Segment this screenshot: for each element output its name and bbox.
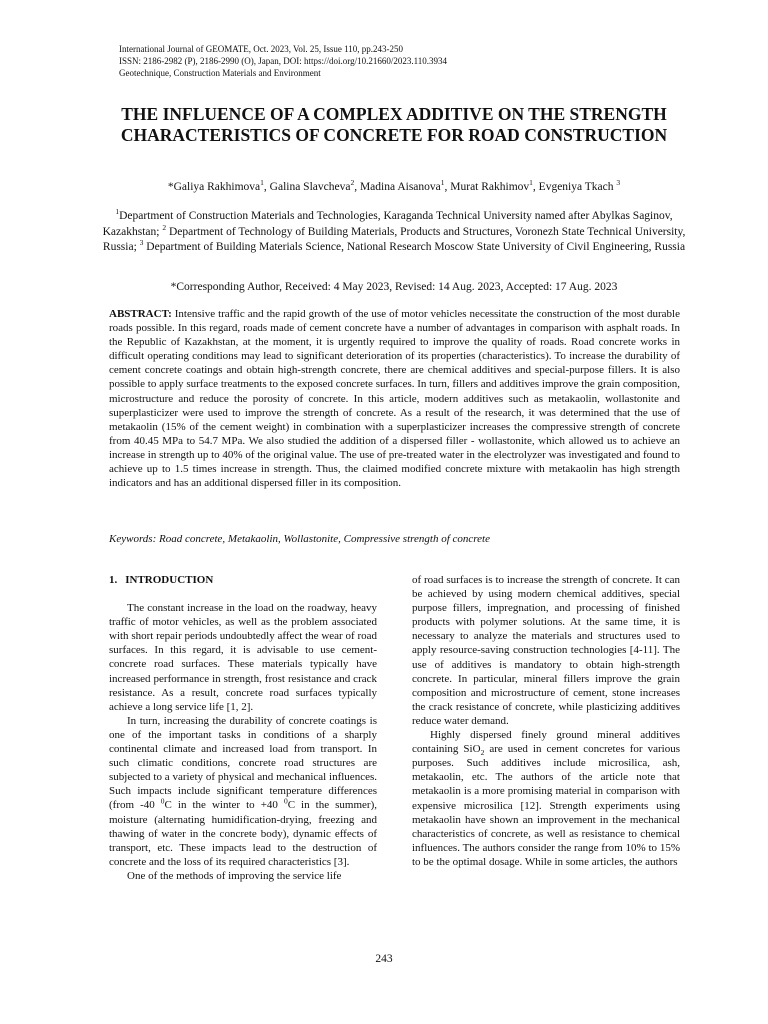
abstract <box>109 307 680 490</box>
affiliation-3: Department of Building Materials Science, National Research Moscow State University of Civil Engineering, Russia <box>143 241 686 254</box>
section-number: 1. <box>109 574 118 586</box>
section-heading <box>109 573 377 587</box>
affiliation-mark: 1 <box>115 207 120 217</box>
affiliation-2: Department of Technology of Building Materials, Products and Structures, Voronezh State Technical University, Russia; <box>102 225 686 254</box>
corresponding-author-dates: *Corresponding Author, Received: 4 May 2023, Revised: 14 Aug. 2023, Accepted: 17 Aug. 2023 <box>170 281 618 293</box>
abstract-label: ABSTRACT: <box>109 308 172 320</box>
author-affiliation-mark: 1 <box>260 178 264 188</box>
author-name: *Galiya Rakhimova <box>167 181 261 193</box>
author-name: Galina Slavcheva <box>269 181 351 193</box>
paragraph: Highly dispersed finely ground mineral additives containing SiO$_2$ are used in cement concretes for various purposes. Such additives include microsilica, ash, metakaolin, etc. The authors of the article note that metakaolin is a more promising material in comparison with expensive microsilica [12]. Strength experiments using metakaolin have shown an improvement in the mechanical characteristics of concrete, as well as resistance to chemical influences. The authors consider the range from 10% to 15% to be the optimal dosage. While in some articles, the authors <box>412 729 680 868</box>
paper-title: THE INFLUENCE OF A COMPLEX ADDITIVE ON THE STRENGTH CHARACTERISTICS OF CONCRETE FOR ROAD CONSTRUCTION <box>120 104 668 145</box>
section-title: INTRODUCTION <box>125 574 214 586</box>
paragraph: In turn, increasing the durability of concrete coatings is one of the important tasks in conditions of a sharply continental climate and increased load from transport. In such climatic conditions, concrete road structures are subjected to a variety of physical and mechanical influences. Such impacts include significant temperature differences (from -40 $^0$C in the winter to +40 $^0$C in the summer), moisture (alternating humidification-drying, freezing and thawing of water in the concrete body), dynamic effects of transport, etc. These impacts lead to the destruction of concrete and the loss of its required characteristics [3]. <box>109 714 377 868</box>
subscript: 2 <box>480 748 485 758</box>
degree-mark: 0 <box>283 796 288 806</box>
paragraph: The constant increase in the load on the roadway, heavy traffic of motor vehicles, as well as the problem associated with short repair periods undoubtedly affect the wear of road surfaces. In this regard, it is advisable to use cement-concrete road surfaces. These materials typically have increased performance in strength, frost resistance and crack resistance. As a result, concrete road surfaces typically achieve a long service life [1, 2]. <box>109 602 377 713</box>
author-affiliation-mark: 3 <box>616 178 621 188</box>
author-affiliation-mark: 1 <box>440 178 445 188</box>
paragraph: of road surfaces is to increase the strength of concrete. It can be achieved by using modern chemical additives, special purpose fillers, impregnation, and processing of finished products with polymer solutions. At the same time, it is necessary to analyze the materials and structures used to apply resource-saving construction technologies [4-11]. The use of additives is mandatory to obtain high-strength concrete. In particular, mineral fillers improve the grain composition and microstructure of cement, stone increases the crack resistance of concrete, while plasticizing additives reduce water demand. <box>412 574 680 727</box>
paragraph: One of the methods of improving the service life <box>127 869 342 882</box>
affiliations <box>100 209 688 256</box>
journal-issn-doi: ISSN: 2186-2982 (P), 2186-2990 (O), Japan, DOI: https://doi.org/10.21660/2023.110.3934 <box>119 56 447 66</box>
author-affiliation-mark: 2 <box>350 178 355 188</box>
author-list: *Galiya Rakhimova$^1$, Galina Slavcheva$^2$, Madina Aisanova$^1$, Murat Rakhimov$^1$, Evgeniya Tkach $^3$ <box>167 178 621 193</box>
author-name: Madina Aisanova <box>359 181 441 193</box>
journal-header <box>119 43 447 79</box>
right-column <box>412 573 680 869</box>
journal-citation: International Journal of GEOMATE, Oct. 2023, Vol. 25, Issue 110, pp.243-250 <box>119 44 404 54</box>
affiliation-mark: 3 <box>139 238 144 248</box>
degree-mark: 0 <box>160 796 165 806</box>
abstract-text: Intensive traffic and the rapid growth of the use of motor vehicles necessitate the construction of the most durable roads possible. In this regard, roads made of cement concrete have a number of advantages in comparison with asphalt roads. In the Republic of Kazakhstan, at the moment, it is urgently required to improve the quality of roads. Road concrete works in difficult operating conditions may lead to significant deterioration of its properties (characteristics). To increase the durability of cement concrete coatings and obtain high-strength concrete, there are chemical additives and special-purpose fillers. It is also possible to apply surface treatments to the exposed concrete surfaces. In turn, fillers and additives improve the grain composition, microstructure and reduce the porosity of concrete. In this article, modern additives such as metakaolin, wollastonite and superplasticizer were used to improve the strength of concrete. As a result of the research, it was determined that the use of metakaolin (15% of the cement weight) in combination with a superplasticizer increases the compressive strength of concrete from 40.45 MPa to 54.7 MPa. We also studied the addition of a dispersed filler - wollastonite, which allowed us to achieve an increase in strength up to 40% of the original value. The use of pre-treated water in the electrolyzer was investigated and found to achieve up to 1.5 times increase in strength. Thus, the claimed modified concrete mixture with metakaolin has high strength indicators and has an additional dispersed filler in its composition. <box>109 308 680 490</box>
page-number: 243 <box>375 953 393 965</box>
author-name: Evgeniya Tkach <box>538 181 614 193</box>
keywords: Keywords: Road concrete, Metakaolin, Wollastonite, Compressive strength of concrete <box>109 533 490 545</box>
affiliation-1: Department of Construction Materials and Technologies, Karaganda Technical University named after Abylkas Saginov, Kazakhstan; <box>102 210 673 238</box>
author-affiliation-mark: 1 <box>529 178 533 188</box>
journal-section: Geotechnique, Construction Materials and Environment <box>119 68 321 78</box>
author-name: Murat Rakhimov <box>450 181 530 193</box>
left-column <box>109 573 377 883</box>
affiliation-mark: 2 <box>162 222 167 232</box>
